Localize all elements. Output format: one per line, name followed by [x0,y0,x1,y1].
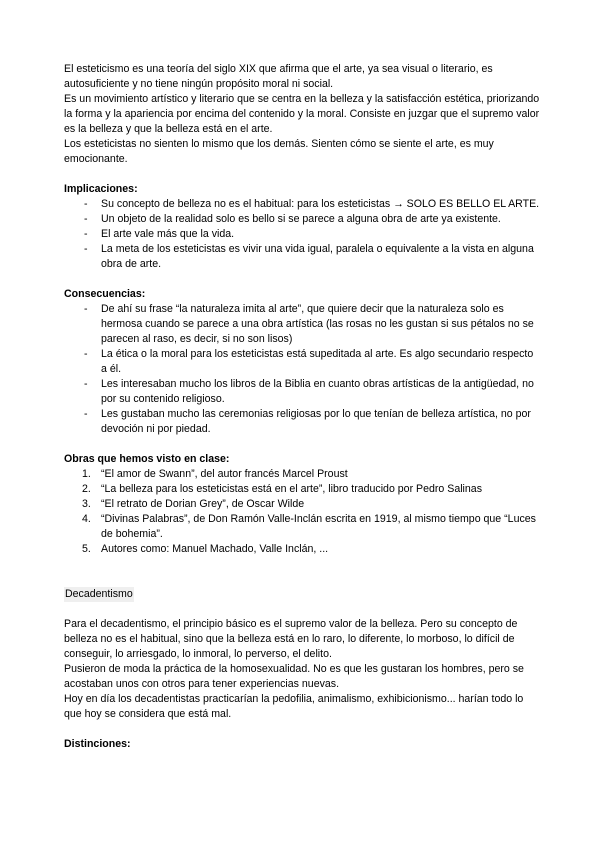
list-item: - De ahí su frase “la naturaleza imita al arte”, que quiere decir que la naturaleza solo es hermosa cuando se parece a una obra artística (las rosas no les gustan si sus pétalos no se parecen al raso, es decir, si no son lisos) [64,302,540,347]
obras-heading: Obras que hemos visto en clase: [64,453,230,465]
list-item-text: “El amor de Swann”, del autor francés Marcel Proust [101,468,348,480]
list-item: - La ética o la moral para los esteticistas está supeditada al arte. Es algo secundario respecto a él. [64,347,540,377]
implicaciones-heading: Implicaciones: [64,183,138,195]
decadentismo-paragraph: Hoy en día los decadentistas practicarían la pedofilia, animalismo, exhibicionismo... harían todo lo que hoy se considera que está mal. [64,693,524,720]
obras-section [64,452,540,557]
list-item-text: “El retrato de Dorian Grey”, de Oscar Wilde [101,498,305,510]
list-item: - Un objeto de la realidad solo es bello si se parece a alguna obra de arte ya existente. [64,212,540,227]
distinciones-heading: Distinciones: [64,738,131,750]
list-item: - Les gustaban mucho las ceremonias religiosas por lo que tenían de belleza artística, no por devoción ni por piedad. [64,407,540,437]
list-number: 1. [82,468,91,480]
consecuencias-section [64,287,540,437]
intro-paragraph: Los esteticistas no sienten lo mismo que los demás. Sienten cómo se siente el arte, es muy emocionante. [64,138,494,165]
list-item-text: “Divinas Palabras”, de Don Ramón Valle-Inclán escrita en 1919, al mismo tiempo que “Luces de bohemia”. [101,513,536,540]
intro-section [64,62,540,167]
decadentismo-paragraph: Pusieron de moda la práctica de la homosexualidad. No es que les gustaran los hombres, pero se acostaban unos con otros para tener experiencias nuevas. [64,663,524,690]
list-item [64,482,540,497]
document-body [64,62,540,752]
list-item [64,542,540,557]
decadentismo-paragraph: Para el decadentismo, el principio básico es el supremo valor de la belleza. Pero su concepto de belleza no es el habitual, sino que la belleza está en lo raro, lo diferente, lo morboso, lo difícil de conseguir, lo arriesgado, lo inmoral, lo perverso, el delito. [64,618,518,660]
intro-paragraph: El esteticismo es una teoría del siglo XIX que afirma que el arte, ya sea visual o literario, es autosuficiente y no tiene ningún propósito moral ni social. [64,63,493,90]
list-item [64,512,540,542]
list-item: - El arte vale más que la vida. [64,227,540,242]
list-item: - Su concepto de belleza no es el habitual: para los esteticistas → SOLO ES BELLO EL ARTE. [64,197,540,212]
consecuencias-list [64,302,540,437]
distinciones-section [64,737,540,752]
list-item: - Les interesaban mucho los libros de la Biblia en cuanto obras artísticas de la antigüedad, no por su contenido religioso. [64,377,540,407]
intro-paragraph: Es un movimiento artístico y literario que se centra en la belleza y la satisfacción estética, priorizando la forma y la apariencia por encima del contenido y la moral. Consiste en juzgar que el supremo valor es la belleza y que la belleza está en el arte. [64,93,540,135]
obras-list [64,467,540,557]
decadentismo-section [64,587,540,722]
decadentismo-title: Decadentismo [65,588,133,600]
list-item: - La meta de los esteticistas es vivir una vida igual, paralela o equivalente a la vista en alguna obra de arte. [64,242,540,272]
list-number: 3. [82,498,91,510]
list-item-text: Autores como: Manuel Machado, Valle Inclán, ... [101,543,329,555]
list-number: 2. [82,483,91,495]
implicaciones-list [64,197,540,272]
list-number: 5. [82,543,91,555]
implicaciones-section [64,182,540,272]
list-number: 4. [82,513,91,525]
list-item-text: “La belleza para los esteticistas está en el arte”, libro traducido por Pedro Salinas [101,483,482,495]
consecuencias-heading: Consecuencias: [64,288,146,300]
list-item [64,497,540,512]
list-item [64,467,540,482]
